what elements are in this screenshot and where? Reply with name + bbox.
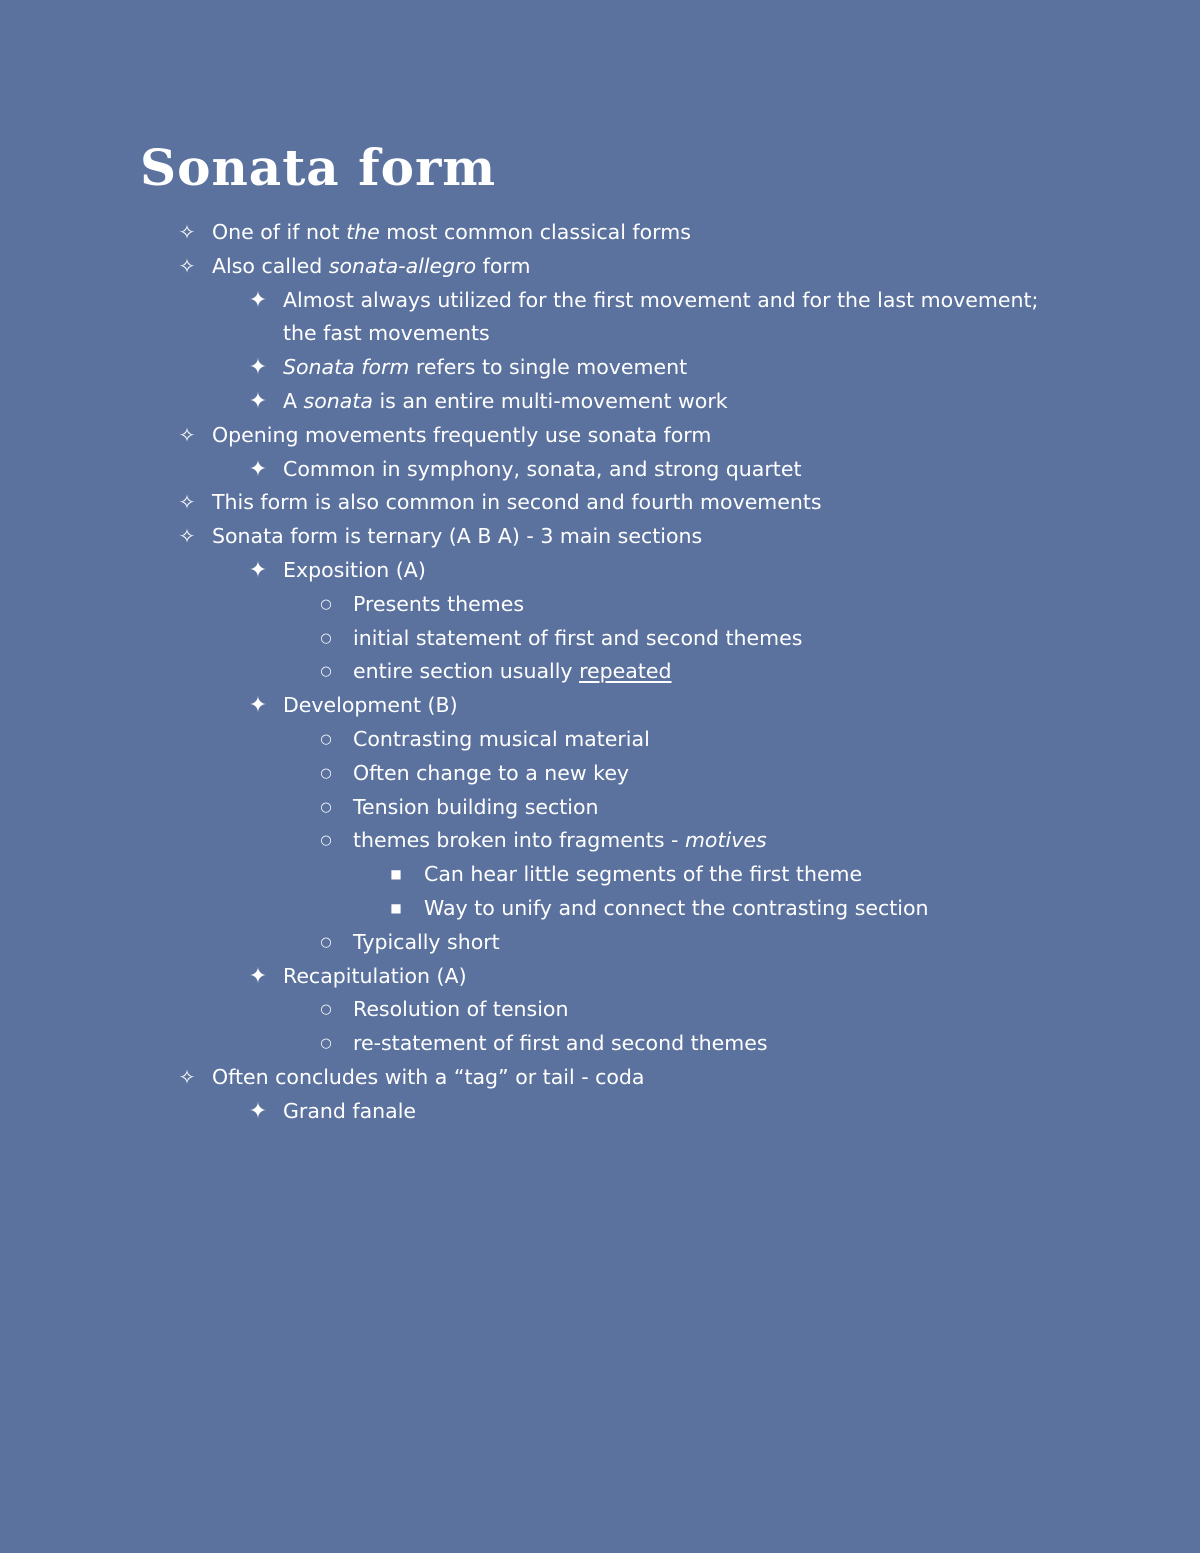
list-item	[0, 554, 1043, 588]
emphasis-text: sonata-allegro	[328, 253, 477, 278]
hollow-circle-icon: ○	[320, 765, 332, 781]
list-item-text: Can hear little segments of the first theme	[424, 862, 863, 887]
diamond-star-outline-icon: ✧	[178, 253, 196, 278]
four-point-star-icon: ✦	[248, 693, 268, 719]
list-item	[0, 588, 1200, 622]
list-item	[0, 858, 1200, 892]
list-item-text: Opening movements frequently use sonata form	[212, 422, 712, 447]
text-segment: A	[283, 388, 304, 413]
four-point-star-icon: ✦	[248, 963, 268, 989]
list-item-text: Often concludes with a “tag” or tail - coda	[212, 1064, 645, 1089]
diamond-star-outline-icon: ✧	[178, 422, 196, 447]
list-item-text: This form is also common in second and fourth movements	[212, 490, 822, 515]
diamond-star-outline-icon: ✧	[178, 1064, 196, 1089]
filled-square-bullet-icon: ■	[390, 867, 402, 882]
page-title: Sonata form	[140, 138, 497, 197]
list-item-text	[353, 655, 1200, 689]
list-item-text: Common in symphony, sonata, and strong quartet	[283, 456, 802, 481]
list-item-text: Often change to a new key	[353, 760, 630, 785]
list-item	[0, 250, 1200, 284]
list-item	[0, 926, 1200, 960]
text-segment: entire section usually	[353, 659, 580, 684]
list-item-text	[283, 351, 1043, 385]
list-item-text	[283, 385, 1043, 419]
list-item-text: Almost always utilized for the first movement and for the last movement; the fast movements	[283, 287, 1039, 346]
list-item-text: Grand fanale	[283, 1098, 417, 1123]
emphasis-text: motives	[684, 828, 767, 853]
hollow-circle-icon: ○	[320, 799, 332, 815]
underlined-text: repeated	[579, 659, 672, 684]
hollow-circle-icon: ○	[320, 934, 332, 950]
hollow-circle-icon: ○	[320, 1036, 332, 1052]
list-item-text: Development (B)	[283, 693, 458, 718]
list-item	[0, 791, 1200, 825]
list-item	[0, 655, 1200, 689]
text-segment: themes broken into fragments -	[353, 828, 685, 853]
list-item	[0, 216, 1200, 250]
list-item-text	[353, 824, 1200, 858]
list-item-text: re-statement of first and second themes	[353, 1031, 768, 1056]
list-item	[0, 757, 1200, 791]
list-item-text: Exposition (A)	[283, 557, 426, 582]
list-item-text: Way to unify and connect the contrasting section	[424, 895, 929, 920]
list-item	[0, 520, 1200, 554]
list-item-text: Resolution of tension	[353, 997, 569, 1022]
list-item	[0, 689, 1043, 723]
list-item-text: Tension building section	[353, 794, 599, 819]
list-item-text	[212, 250, 1200, 284]
list-item-text: Presents themes	[353, 591, 525, 616]
hollow-circle-icon: ○	[320, 731, 332, 747]
list-item-text	[212, 216, 1200, 250]
text-segment: Also called	[212, 253, 329, 278]
text-segment: is an entire multi-movement work	[372, 388, 728, 413]
list-item	[0, 1061, 1200, 1095]
hollow-circle-icon: ○	[320, 596, 332, 612]
list-item	[0, 284, 1043, 352]
text-segment: One of if not	[212, 220, 347, 244]
four-point-star-icon: ✦	[248, 388, 268, 414]
notes-outline	[0, 216, 1200, 1129]
four-point-star-icon: ✦	[248, 287, 268, 313]
list-item	[0, 824, 1200, 858]
four-point-star-icon: ✦	[248, 1098, 268, 1124]
list-item	[0, 622, 1200, 656]
four-point-star-icon: ✦	[248, 355, 268, 381]
list-item	[0, 419, 1200, 453]
hollow-circle-icon: ○	[320, 630, 332, 646]
hollow-circle-icon: ○	[320, 1002, 332, 1018]
list-item-text: Typically short	[353, 929, 500, 954]
list-item	[0, 1027, 1200, 1061]
list-item	[0, 385, 1043, 419]
list-item-text: initial statement of first and second themes	[353, 625, 803, 650]
filled-square-bullet-icon: ■	[390, 900, 402, 915]
four-point-star-icon: ✦	[248, 456, 268, 482]
hollow-circle-icon: ○	[320, 833, 332, 849]
text-segment: refers to single movement	[409, 355, 688, 380]
list-item-text: Contrasting musical material	[353, 726, 650, 751]
four-point-star-icon: ✦	[248, 557, 268, 583]
list-item	[0, 486, 1200, 520]
emphasis-text: the	[346, 220, 380, 244]
hollow-circle-icon: ○	[320, 664, 332, 680]
list-item	[0, 723, 1200, 757]
text-segment: most common classical forms	[379, 220, 691, 244]
list-item-text: Sonata form is ternary (A B A) - 3 main sections	[212, 524, 703, 549]
diamond-star-outline-icon: ✧	[178, 490, 196, 515]
list-item	[0, 453, 1043, 487]
emphasis-text: Sonata form	[283, 355, 410, 380]
list-item	[0, 960, 1043, 994]
list-item	[0, 993, 1200, 1027]
emphasis-text: sonata	[303, 388, 373, 413]
list-item	[0, 892, 1200, 926]
diamond-star-outline-icon: ✧	[178, 524, 196, 549]
list-item	[0, 351, 1043, 385]
diamond-star-outline-icon: ✧	[178, 220, 196, 244]
text-segment: form	[476, 253, 531, 278]
list-item	[0, 1095, 1043, 1129]
list-item-text: Recapitulation (A)	[283, 963, 467, 988]
